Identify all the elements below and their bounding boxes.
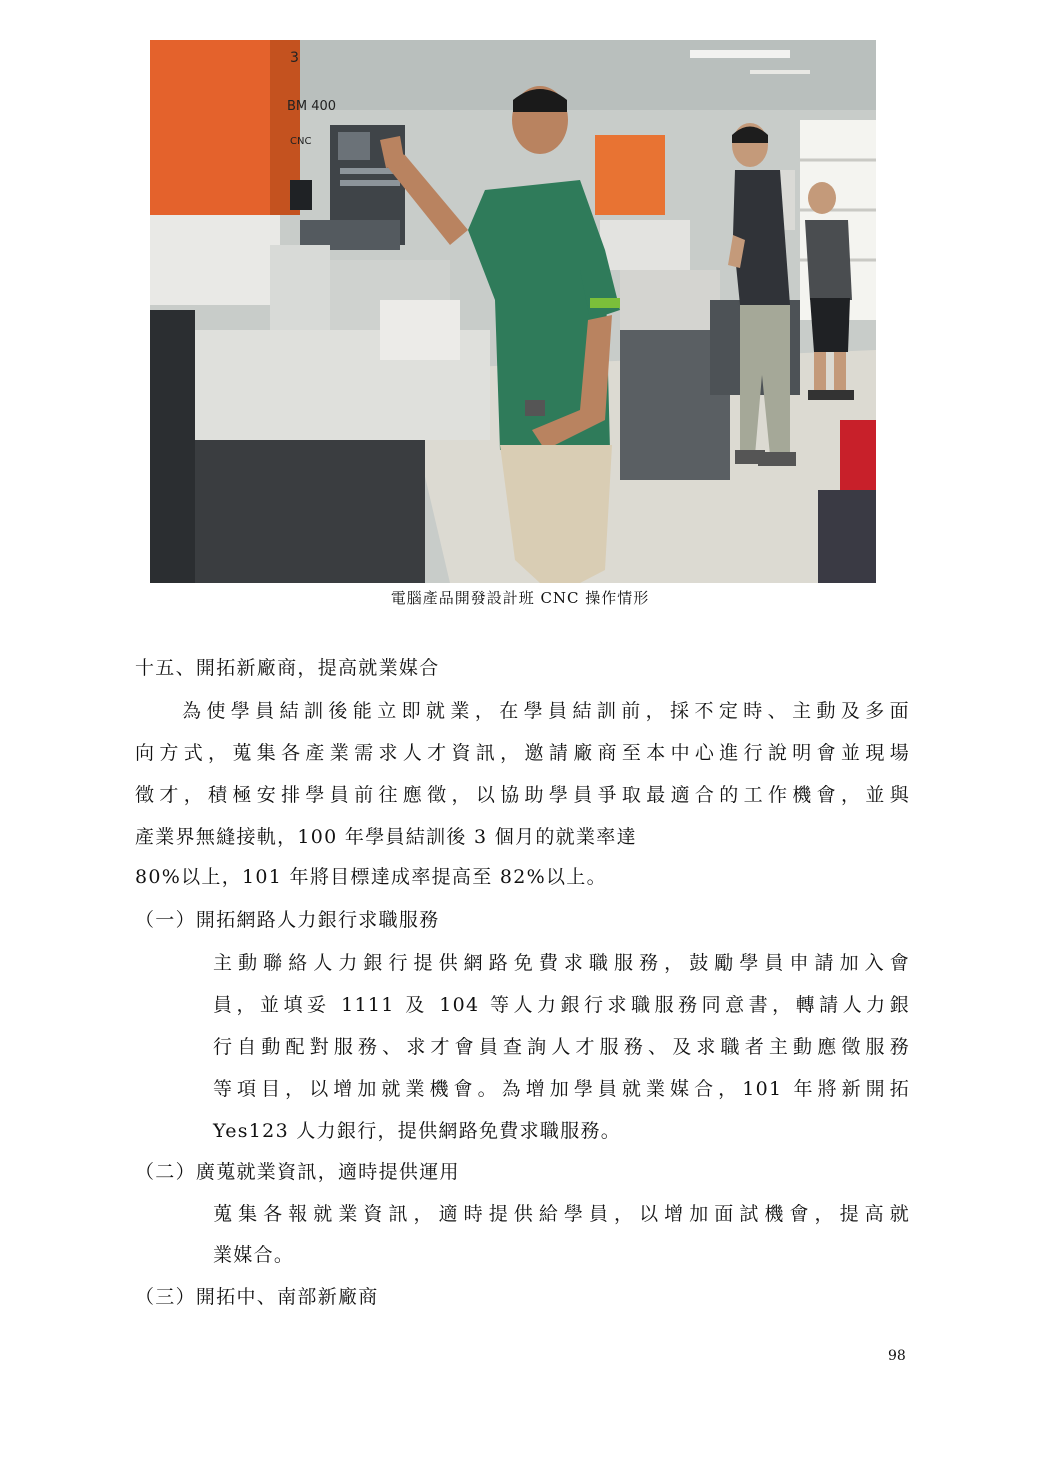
subsection-1-heading: （一）開拓網路人力銀行求職服務 [135, 909, 440, 931]
photo-caption: 電腦產品開發設計班 CNC 操作情形 [390, 589, 650, 607]
paragraph-line-1: 為使學員結訓後能立即就業，在學員結訓前，採不定時、主動及多面 [182, 700, 910, 722]
subsection-3-heading: （三）開拓中、南部新廠商 [135, 1286, 379, 1308]
paragraph-line-5: 80%以上，101 年將目標達成率提高至 82%以上。 [135, 866, 607, 888]
paragraph-line-2: 向方式，蒐集各產業需求人才資訊，邀請廠商至本中心進行說明會並現場 [135, 742, 910, 764]
subsection-1-line-1: 主動聯絡人力銀行提供網路免費求職服務，鼓勵學員申請加入會 [213, 952, 910, 974]
page-number: 98 [888, 1348, 906, 1364]
machine-label-cnc: CNC [290, 136, 312, 147]
paragraph-line-4: 產業界無縫接軌，100 年學員結訓後 3 個月的就業率達 [135, 826, 637, 848]
subsection-1-line-2: 員，並填妥 1111 及 104 等人力銀行求職服務同意書，轉請人力銀 [213, 994, 910, 1016]
subsection-2-line-2: 業媒合。 [213, 1244, 295, 1266]
cnc-operation-photo [150, 40, 876, 583]
subsection-2-heading: （二）廣蒐就業資訊，適時提供運用 [135, 1161, 460, 1183]
subsection-1-line-5: Yes123 人力銀行，提供網路免費求職服務。 [213, 1120, 622, 1142]
subsection-1-line-4: 等項目，以增加就業機會。為增加學員就業媒合，101 年將新開拓 [213, 1078, 910, 1100]
machine-label-number: 3 [290, 50, 299, 66]
subsection-1-line-3: 行自動配對服務、求才會員查詢人才服務、及求職者主動應徵服務 [213, 1036, 910, 1058]
machine-label-model: BM 400 [287, 99, 337, 114]
section-heading: 十五、開拓新廠商，提高就業媒合 [135, 657, 440, 679]
paragraph-line-3: 徵才，積極安排學員前往應徵，以協助學員爭取最適合的工作機會，並與 [135, 784, 910, 806]
cnc-photo-illustration [150, 40, 876, 583]
subsection-2-line-1: 蒐集各報就業資訊，適時提供給學員，以增加面試機會，提高就 [213, 1203, 910, 1225]
